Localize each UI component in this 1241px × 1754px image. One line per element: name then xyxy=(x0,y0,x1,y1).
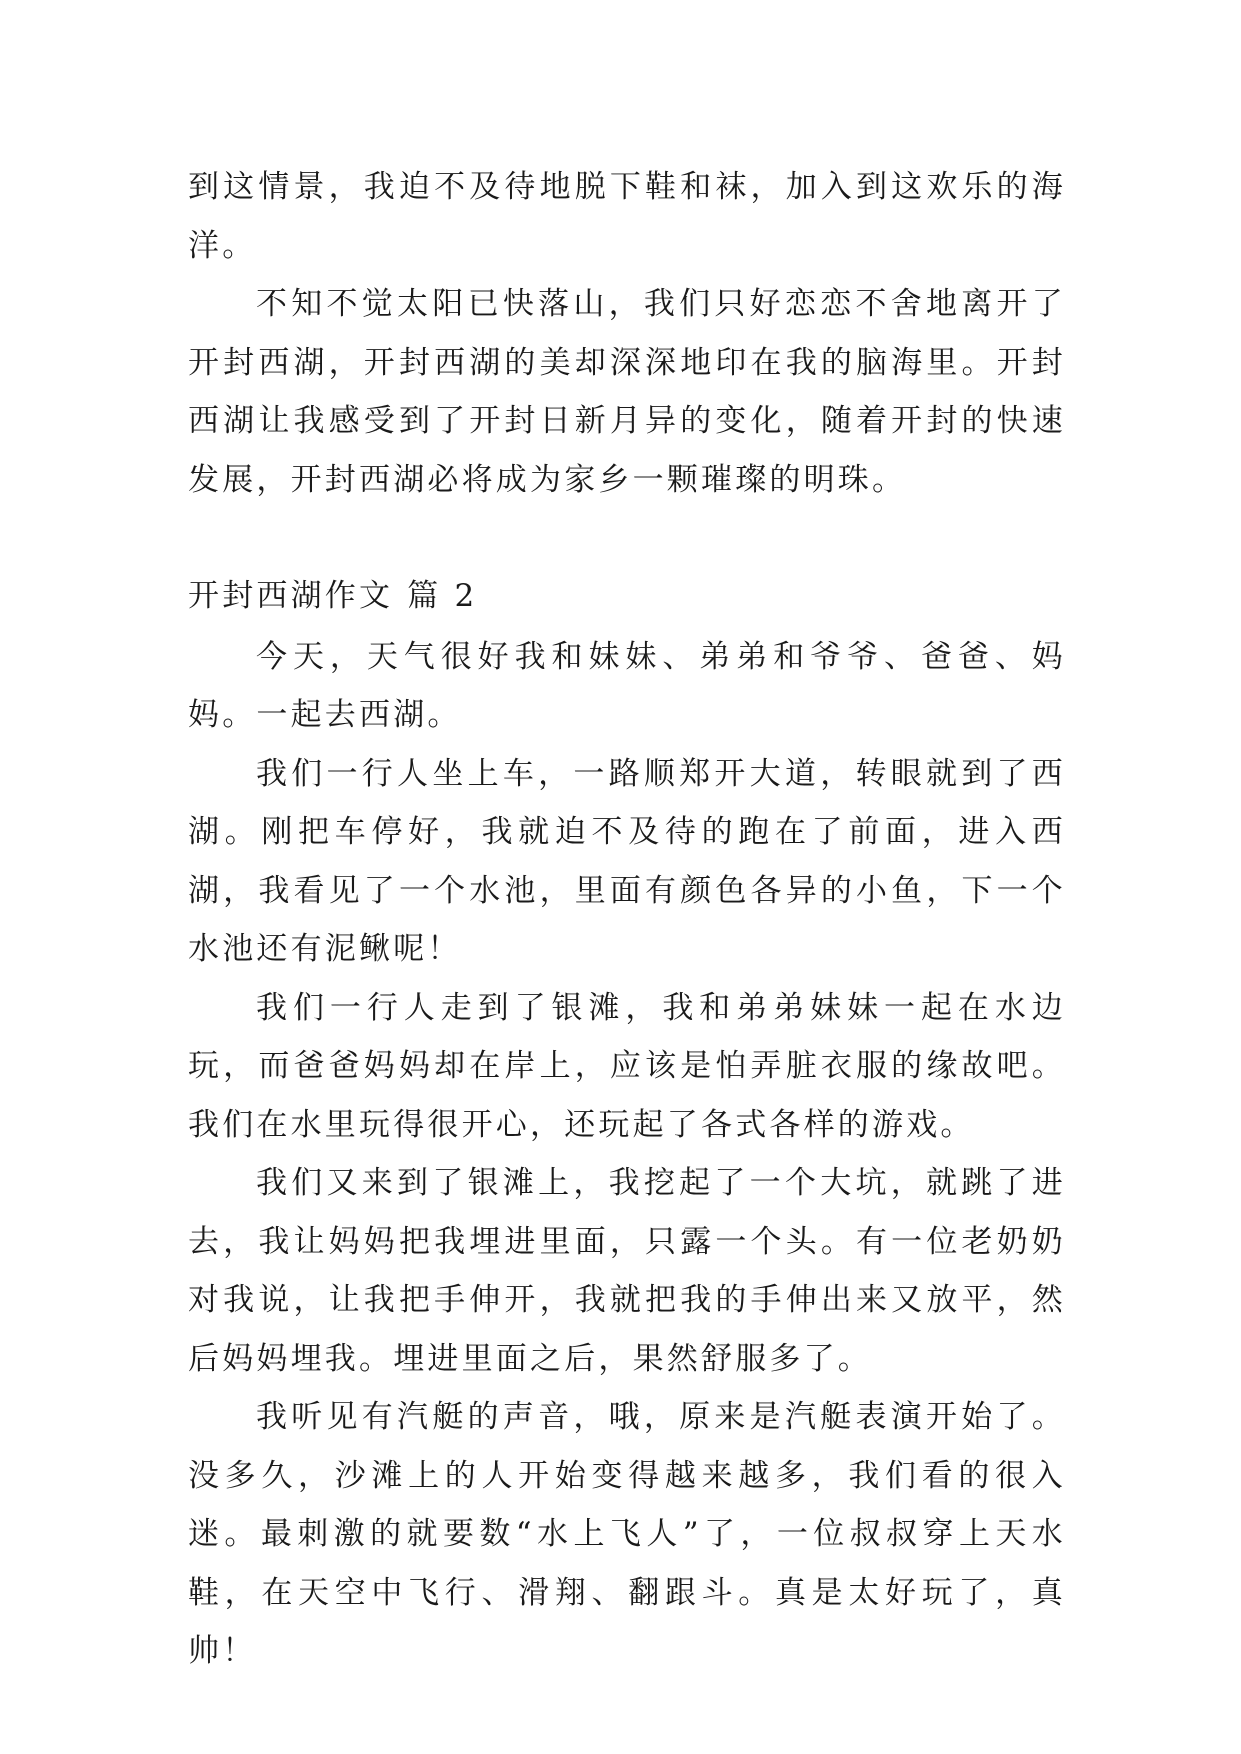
paragraph: 我们又来到了银滩上，我挖起了一个大坑，就跳了进去，我让妈妈把我埋进里面，只露一个头。有一位老奶奶对我说，让我把手伸开，我就把我的手伸出来又放平，然后妈妈埋我。埋进里面之后，果然舒服多了。 xyxy=(188,1165,1066,1377)
document-body xyxy=(188,158,1066,1681)
paragraph: 不知不觉太阳已快落山，我们只好恋恋不舍地离开了开封西湖，开封西湖的美却深深地印在我的脑海里。开封西湖让我感受到了开封日新月异的变化，随着开封的快速发展，开封西湖必将成为家乡一颗璀璨的明珠。 xyxy=(188,286,1066,498)
paragraph-continued: 到这情景，我迫不及待地脱下鞋和袜，加入到这欢乐的海洋。 xyxy=(188,169,1066,264)
section-heading xyxy=(188,565,1066,628)
section-heading-part: 篇 2 xyxy=(407,578,478,614)
section-heading-title: 开封西湖作文 xyxy=(188,578,394,614)
paragraph: 我听见有汽艇的声音，哦，原来是汽艇表演开始了。没多久，沙滩上的人开始变得越来越多，我们看的很入迷。最刺激的就要数“水上飞人”了，一位叔叔穿上天水鞋，在天空中飞行、滑翔、翻跟斗。真是太好玩了，真帅！ xyxy=(188,1399,1066,1669)
paragraph: 我们一行人坐上车，一路顺郑开大道，转眼就到了西湖。刚把车停好，我就迫不及待的跑在了前面，进入西湖，我看见了一个水池，里面有颜色各异的小鱼，下一个水池还有泥鳅呢！ xyxy=(188,755,1066,967)
paragraph: 我们一行人走到了银滩，我和弟弟妹妹一起在水边玩，而爸爸妈妈却在岸上，应该是怕弄脏衣服的缘故吧。我们在水里玩得很开心，还玩起了各式各样的游戏。 xyxy=(188,989,1066,1143)
paragraph: 今天，天气很好我和妹妹、弟弟和爷爷、爸爸、妈妈。一起去西湖。 xyxy=(188,638,1066,733)
